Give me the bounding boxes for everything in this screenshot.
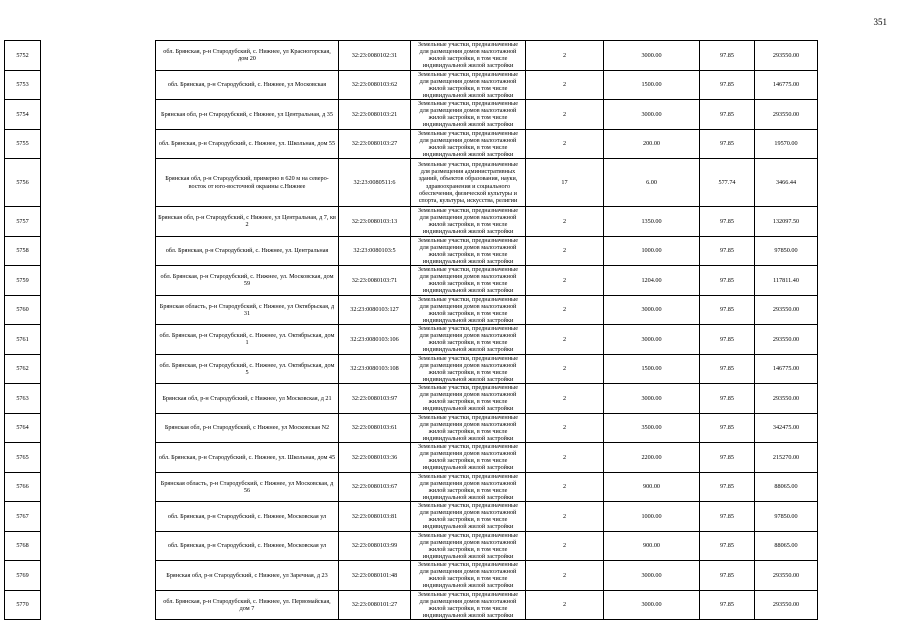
table-row [5, 413, 885, 443]
table-row [5, 443, 885, 473]
cadastral-value-cell: 3466.44 [755, 159, 818, 207]
table-body [5, 41, 885, 620]
table-row [5, 325, 885, 355]
land-purpose-cell: Земельные участки, предназначенные для размещения домов малоэтажной жилой застройки, в том числе индивидуальной жилой застройки [411, 236, 526, 266]
table-row [5, 502, 885, 532]
table-row [5, 472, 885, 502]
row-number-cell: 5752 [5, 41, 41, 71]
group-cell: 2 [526, 413, 604, 443]
address-cell: обл. Брянская, р-н Стародубский, с. Нижнее, ул. Школьная, дом 45 [156, 443, 339, 473]
land-purpose-cell: Земельные участки, предназначенные для размещения домов малоэтажной жилой застройки, в том числе индивидуальной жилой застройки [411, 100, 526, 130]
spacer-cell [41, 384, 156, 414]
area-cell: 900.00 [604, 531, 700, 561]
spacer-cell [41, 207, 156, 237]
row-number-cell: 5762 [5, 354, 41, 384]
table-row [5, 236, 885, 266]
row-number-cell: 5765 [5, 443, 41, 473]
spacer-cell [41, 159, 156, 207]
address-cell: Брянская обл, р-н Стародубский, с Нижнее, ул Центральная, д 35 [156, 100, 339, 130]
group-cell: 2 [526, 100, 604, 130]
address-cell: Брянская обл, р-н Стародубский, с Нижнее, ул Центральная, д 7, кв 2 [156, 207, 339, 237]
area-cell: 900.00 [604, 472, 700, 502]
group-cell: 2 [526, 295, 604, 325]
row-number-cell: 5755 [5, 129, 41, 159]
cadastral-number-cell: 32:23:0080511:6 [339, 159, 411, 207]
spacer-cell [41, 472, 156, 502]
spacer-cell [41, 41, 156, 71]
row-number-cell: 5761 [5, 325, 41, 355]
land-parcels-table [4, 40, 885, 620]
cadastral-value-cell: 293550.00 [755, 325, 818, 355]
row-number-cell: 5756 [5, 159, 41, 207]
spacer-cell [41, 266, 156, 296]
address-cell: Брянская область, р-н Стародубский, с Нижнее, ул Октябрьская, д 31 [156, 295, 339, 325]
land-purpose-cell: Земельные участки, предназначенные для размещения домов малоэтажной жилой застройки, в том числе индивидуальной жилой застройки [411, 354, 526, 384]
spacer-cell [41, 413, 156, 443]
area-cell: 3000.00 [604, 561, 700, 591]
cadastral-value-cell: 97850.00 [755, 236, 818, 266]
row-number-cell: 5754 [5, 100, 41, 130]
cadastral-value-cell: 215270.00 [755, 443, 818, 473]
specific-value-cell: 97.85 [700, 502, 755, 532]
group-cell: 2 [526, 325, 604, 355]
group-cell: 2 [526, 41, 604, 71]
cadastral-value-cell: 146775.00 [755, 70, 818, 100]
land-purpose-cell: Земельные участки, предназначенные для размещения домов малоэтажной жилой застройки, в том числе индивидуальной жилой застройки [411, 41, 526, 71]
table-row [5, 207, 885, 237]
specific-value-cell: 97.85 [700, 413, 755, 443]
land-purpose-cell: Земельные участки, предназначенные для размещения домов малоэтажной жилой застройки, в том числе индивидуальной жилой застройки [411, 266, 526, 296]
cadastral-value-cell: 293550.00 [755, 100, 818, 130]
specific-value-cell: 97.85 [700, 100, 755, 130]
specific-value-cell: 97.85 [700, 266, 755, 296]
address-cell: обл. Брянская, р-н Стародубский, с. Нижнее, Московская ул [156, 502, 339, 532]
group-cell: 2 [526, 443, 604, 473]
spacer-cell [41, 443, 156, 473]
row-number-cell: 5764 [5, 413, 41, 443]
address-cell: Брянская обл, р-н Стародубский, с Нижнее, ул Московская, д 21 [156, 384, 339, 414]
cadastral-number-cell: 32:23:0080102:31 [339, 41, 411, 71]
cadastral-value-cell: 88065.00 [755, 472, 818, 502]
cadastral-number-cell: 32:23:0080103:5 [339, 236, 411, 266]
land-purpose-cell: Земельные участки, предназначенные для размещения домов малоэтажной жилой застройки, в том числе индивидуальной жилой застройки [411, 384, 526, 414]
area-cell: 1500.00 [604, 354, 700, 384]
cadastral-number-cell: 32:23:0080103:127 [339, 295, 411, 325]
cadastral-number-cell: 32:23:0080103:99 [339, 531, 411, 561]
cadastral-value-cell: 19570.00 [755, 129, 818, 159]
specific-value-cell: 97.85 [700, 531, 755, 561]
group-cell: 2 [526, 129, 604, 159]
specific-value-cell: 97.85 [700, 295, 755, 325]
row-number-cell: 5769 [5, 561, 41, 591]
specific-value-cell: 97.85 [700, 70, 755, 100]
cadastral-value-cell: 342475.00 [755, 413, 818, 443]
land-purpose-cell: Земельные участки, предназначенные для размещения домов малоэтажной жилой застройки, в том числе индивидуальной жилой застройки [411, 590, 526, 620]
area-cell: 3000.00 [604, 295, 700, 325]
address-cell: обл. Брянская, р-н Стародубский, с. Нижнее, ул. Центральная [156, 236, 339, 266]
cadastral-value-cell: 293550.00 [755, 384, 818, 414]
specific-value-cell: 97.85 [700, 561, 755, 591]
land-purpose-cell: Земельные участки, предназначенные для размещения домов малоэтажной жилой застройки, в том числе индивидуальной жилой застройки [411, 207, 526, 237]
table-row [5, 384, 885, 414]
row-number-cell: 5759 [5, 266, 41, 296]
cadastral-number-cell: 32:23:0080103:27 [339, 129, 411, 159]
cadastral-value-cell: 293550.00 [755, 295, 818, 325]
area-cell: 3000.00 [604, 590, 700, 620]
cadastral-number-cell: 32:23:0080103:97 [339, 384, 411, 414]
land-purpose-cell: Земельные участки, предназначенные для размещения домов малоэтажной жилой застройки, в том числе индивидуальной жилой застройки [411, 413, 526, 443]
area-cell: 6.00 [604, 159, 700, 207]
address-cell: обл. Брянская, р-н Стародубский, с. Нижнее, ул Красногорская, дом 20 [156, 41, 339, 71]
spacer-cell [41, 354, 156, 384]
spacer-cell [41, 295, 156, 325]
address-cell: обл. Брянская, р-н Стародубский, с. Нижнее, ул. Школьная, дом 55 [156, 129, 339, 159]
specific-value-cell: 97.85 [700, 325, 755, 355]
cadastral-number-cell: 32:23:0080101:27 [339, 590, 411, 620]
group-cell: 2 [526, 502, 604, 532]
cadastral-number-cell: 32:23:0080103:61 [339, 413, 411, 443]
group-cell: 2 [526, 236, 604, 266]
address-cell: Брянская область, р-н Стародубский, с Нижнее, ул Московская, д 56 [156, 472, 339, 502]
cadastral-number-cell: 32:23:0080103:106 [339, 325, 411, 355]
cadastral-number-cell: 32:23:0080103:13 [339, 207, 411, 237]
area-cell: 3500.00 [604, 413, 700, 443]
group-cell: 2 [526, 266, 604, 296]
address-cell: обл. Брянская, р-н Стародубский, с. Нижнее, ул. Московская, дом 59 [156, 266, 339, 296]
cadastral-number-cell: 32:23:0080103:81 [339, 502, 411, 532]
table-row [5, 266, 885, 296]
address-cell: обл. Брянская, р-н Стародубский, с. Нижнее, Московская ул [156, 531, 339, 561]
group-cell: 2 [526, 472, 604, 502]
group-cell: 2 [526, 590, 604, 620]
specific-value-cell: 97.85 [700, 236, 755, 266]
row-number-cell: 5768 [5, 531, 41, 561]
cadastral-value-cell: 146775.00 [755, 354, 818, 384]
table-row [5, 561, 885, 591]
address-cell: Брянская обл, р-н Стародубский, с Нижнее, ул Московская N2 [156, 413, 339, 443]
spacer-cell [41, 325, 156, 355]
row-number-cell: 5763 [5, 384, 41, 414]
spacer-cell [41, 502, 156, 532]
land-purpose-cell: Земельные участки, предназначенные для размещения домов малоэтажной жилой застройки, в том числе индивидуальной жилой застройки [411, 129, 526, 159]
cadastral-value-cell: 132097.50 [755, 207, 818, 237]
cadastral-value-cell: 117811.40 [755, 266, 818, 296]
cadastral-number-cell: 32:23:0080103:21 [339, 100, 411, 130]
land-purpose-cell: Земельные участки, предназначенные для размещения домов малоэтажной жилой застройки, в том числе индивидуальной жилой застройки [411, 531, 526, 561]
area-cell: 1500.00 [604, 70, 700, 100]
cadastral-number-cell: 32:23:0080103:67 [339, 472, 411, 502]
row-number-cell: 5753 [5, 70, 41, 100]
area-cell: 3000.00 [604, 384, 700, 414]
area-cell: 3000.00 [604, 325, 700, 355]
table-row [5, 531, 885, 561]
cadastral-number-cell: 32:23:0080103:71 [339, 266, 411, 296]
spacer-cell [41, 531, 156, 561]
spacer-cell [41, 129, 156, 159]
table-row [5, 100, 885, 130]
address-cell: Брянская обл, р-н Стародубский, с Нижнее, ул Заречная, д 23 [156, 561, 339, 591]
cadastral-number-cell: 32:23:0080103:36 [339, 443, 411, 473]
specific-value-cell: 97.85 [700, 384, 755, 414]
cadastral-value-cell: 293550.00 [755, 590, 818, 620]
land-purpose-cell: Земельные участки, предназначенные для размещения домов малоэтажной жилой застройки, в том числе индивидуальной жилой застройки [411, 325, 526, 355]
row-number-cell: 5760 [5, 295, 41, 325]
land-purpose-cell: Земельные участки, предназначенные для размещения домов малоэтажной жилой застройки, в том числе индивидуальной жилой застройки [411, 502, 526, 532]
group-cell: 2 [526, 384, 604, 414]
row-number-cell: 5767 [5, 502, 41, 532]
table-row [5, 354, 885, 384]
address-cell: Брянская обл, р-н Стародубский, примерно в 620 м на северо-восток от юго-восточной окраины с.Нижнее [156, 159, 339, 207]
spacer-cell [41, 590, 156, 620]
cadastral-number-cell: 32:23:0080101:48 [339, 561, 411, 591]
group-cell: 2 [526, 70, 604, 100]
land-purpose-cell: Земельные участки, предназначенные для размещения домов малоэтажной жилой застройки, в том числе индивидуальной жилой застройки [411, 443, 526, 473]
land-purpose-cell: Земельные участки, предназначенные для размещения домов малоэтажной жилой застройки, в том числе индивидуальной жилой застройки [411, 561, 526, 591]
land-purpose-cell: Земельные участки, предназначенные для размещения домов малоэтажной жилой застройки, в том числе индивидуальной жилой застройки [411, 472, 526, 502]
address-cell: обл. Брянская, р-н Стародубский, с. Нижнее, ул Московская [156, 70, 339, 100]
cadastral-value-cell: 293550.00 [755, 41, 818, 71]
page-number: 351 [873, 17, 887, 27]
cadastral-value-cell: 293550.00 [755, 561, 818, 591]
area-cell: 1000.00 [604, 236, 700, 266]
group-cell: 2 [526, 561, 604, 591]
area-cell: 1350.00 [604, 207, 700, 237]
area-cell: 1204.00 [604, 266, 700, 296]
table-row [5, 41, 885, 71]
specific-value-cell: 577.74 [700, 159, 755, 207]
area-cell: 3000.00 [604, 100, 700, 130]
specific-value-cell: 97.85 [700, 443, 755, 473]
area-cell: 3000.00 [604, 41, 700, 71]
table-row [5, 70, 885, 100]
cadastral-number-cell: 32:23:0080103:108 [339, 354, 411, 384]
land-purpose-cell: Земельные участки, предназначенные для размещения домов малоэтажной жилой застройки, в том числе индивидуальной жилой застройки [411, 295, 526, 325]
area-cell: 1000.00 [604, 502, 700, 532]
table-row [5, 129, 885, 159]
specific-value-cell: 97.85 [700, 354, 755, 384]
spacer-cell [41, 100, 156, 130]
address-cell: обл. Брянская, р-н Стародубский, с. Нижнее, ул. Октябрьская, дом 5 [156, 354, 339, 384]
cadastral-number-cell: 32:23:0080103:62 [339, 70, 411, 100]
area-cell: 200.00 [604, 129, 700, 159]
table-row [5, 159, 885, 207]
area-cell: 2200.00 [604, 443, 700, 473]
land-purpose-cell: Земельные участки, предназначенные для размещения административных зданий, объектов образования, науки, здравоохранения и социального обеспечения, физической культуры и спорта, культуры, искусства, религии [411, 159, 526, 207]
group-cell: 2 [526, 207, 604, 237]
group-cell: 17 [526, 159, 604, 207]
spacer-cell [41, 236, 156, 266]
table-row [5, 295, 885, 325]
row-number-cell: 5766 [5, 472, 41, 502]
address-cell: обл. Брянская, р-н Стародубский, с. Нижнее, ул. Первомайская, дом 7 [156, 590, 339, 620]
specific-value-cell: 97.85 [700, 590, 755, 620]
spacer-cell [41, 70, 156, 100]
specific-value-cell: 97.85 [700, 472, 755, 502]
table-row [5, 590, 885, 620]
specific-value-cell: 97.85 [700, 129, 755, 159]
address-cell: обл. Брянская, р-н Стародубский, с. Нижнее, ул. Октябрьская, дом 1 [156, 325, 339, 355]
row-number-cell: 5770 [5, 590, 41, 620]
specific-value-cell: 97.85 [700, 41, 755, 71]
cadastral-value-cell: 97850.00 [755, 502, 818, 532]
spacer-cell [41, 561, 156, 591]
cadastral-value-cell: 88065.00 [755, 531, 818, 561]
row-number-cell: 5758 [5, 236, 41, 266]
group-cell: 2 [526, 531, 604, 561]
row-number-cell: 5757 [5, 207, 41, 237]
group-cell: 2 [526, 354, 604, 384]
land-purpose-cell: Земельные участки, предназначенные для размещения домов малоэтажной жилой застройки, в том числе индивидуальной жилой застройки [411, 70, 526, 100]
specific-value-cell: 97.85 [700, 207, 755, 237]
